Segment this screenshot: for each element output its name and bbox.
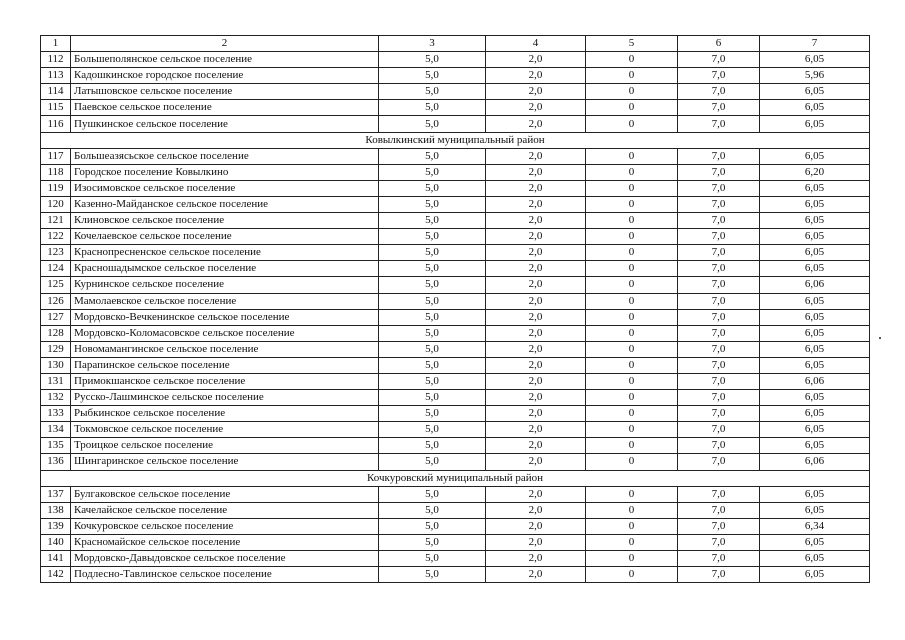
settlement-name-cell: Шингаринское сельское поселение (71, 454, 379, 470)
value-cell-col5: 0 (586, 373, 678, 389)
value-cell-col3: 5,0 (379, 52, 486, 68)
value-cell-col4: 2,0 (486, 373, 586, 389)
settlement-name-cell: Казенно-Майданское сельское поселение (71, 196, 379, 212)
row-number-cell: 132 (41, 390, 71, 406)
value-cell-col4: 2,0 (486, 357, 586, 373)
row-number-cell: 131 (41, 373, 71, 389)
value-cell-col6: 7,0 (678, 406, 760, 422)
value-cell-col6: 7,0 (678, 518, 760, 534)
value-cell-col6: 7,0 (678, 84, 760, 100)
value-cell-col7: 5,96 (760, 68, 870, 84)
value-cell-col3: 5,0 (379, 390, 486, 406)
table-row (41, 245, 870, 261)
value-cell-col6: 7,0 (678, 245, 760, 261)
value-cell-col7: 6,05 (760, 551, 870, 567)
row-number-cell: 139 (41, 518, 71, 534)
row-number-cell: 129 (41, 341, 71, 357)
table-row (41, 373, 870, 389)
value-cell-col3: 5,0 (379, 373, 486, 389)
value-cell-col3: 5,0 (379, 341, 486, 357)
value-cell-col3: 5,0 (379, 518, 486, 534)
value-cell-col3: 5,0 (379, 229, 486, 245)
table-row (41, 390, 870, 406)
value-cell-col6: 7,0 (678, 534, 760, 550)
value-cell-col4: 2,0 (486, 84, 586, 100)
value-cell-col7: 6,05 (760, 213, 870, 229)
value-cell-col7: 6,05 (760, 52, 870, 68)
value-cell-col3: 5,0 (379, 148, 486, 164)
value-cell-col4: 2,0 (486, 341, 586, 357)
table-row (41, 438, 870, 454)
row-number-cell: 121 (41, 213, 71, 229)
value-cell-col7: 6,05 (760, 84, 870, 100)
value-cell-col3: 5,0 (379, 534, 486, 550)
row-number-cell: 135 (41, 438, 71, 454)
value-cell-col4: 2,0 (486, 438, 586, 454)
value-cell-col5: 0 (586, 196, 678, 212)
value-cell-col6: 7,0 (678, 309, 760, 325)
settlement-name-cell: Кадошкинское городское поселение (71, 68, 379, 84)
table-row (41, 229, 870, 245)
row-number-cell: 126 (41, 293, 71, 309)
value-cell-col7: 6,05 (760, 245, 870, 261)
value-cell-col6: 7,0 (678, 100, 760, 116)
value-cell-col4: 2,0 (486, 68, 586, 84)
section-title: Ковылкинский муниципальный район (41, 132, 870, 148)
value-cell-col7: 6,05 (760, 261, 870, 277)
table-row (41, 100, 870, 116)
value-cell-col5: 0 (586, 261, 678, 277)
value-cell-col4: 2,0 (486, 534, 586, 550)
value-cell-col4: 2,0 (486, 261, 586, 277)
value-cell-col7: 6,05 (760, 293, 870, 309)
section-row (41, 470, 870, 486)
value-cell-col7: 6,06 (760, 373, 870, 389)
value-cell-col3: 5,0 (379, 406, 486, 422)
value-cell-col7: 6,05 (760, 357, 870, 373)
value-cell-col5: 0 (586, 309, 678, 325)
row-number-cell: 122 (41, 229, 71, 245)
settlement-name-cell: Красномайское сельское поселение (71, 534, 379, 550)
header-cell: 1 (41, 36, 71, 52)
header-cell: 6 (678, 36, 760, 52)
table-row (41, 486, 870, 502)
table-row (41, 454, 870, 470)
header-row (41, 36, 870, 52)
value-cell-col4: 2,0 (486, 518, 586, 534)
row-number-cell: 127 (41, 309, 71, 325)
table-body (41, 36, 870, 583)
settlement-name-cell: Мордовско-Коломасовское сельское поселение (71, 325, 379, 341)
value-cell-col5: 0 (586, 68, 678, 84)
table-row (41, 567, 870, 583)
value-cell-col7: 6,20 (760, 164, 870, 180)
value-cell-col4: 2,0 (486, 325, 586, 341)
value-cell-col7: 6,05 (760, 229, 870, 245)
row-number-cell: 140 (41, 534, 71, 550)
value-cell-col4: 2,0 (486, 196, 586, 212)
table-row (41, 534, 870, 550)
value-cell-col7: 6,34 (760, 518, 870, 534)
value-cell-col5: 0 (586, 229, 678, 245)
settlement-name-cell: Булгаковское сельское поселение (71, 486, 379, 502)
value-cell-col7: 6,06 (760, 277, 870, 293)
row-number-cell: 124 (41, 261, 71, 277)
value-cell-col3: 5,0 (379, 422, 486, 438)
table-row (41, 277, 870, 293)
table-row (41, 551, 870, 567)
value-cell-col5: 0 (586, 518, 678, 534)
value-cell-col7: 6,05 (760, 534, 870, 550)
value-cell-col5: 0 (586, 406, 678, 422)
value-cell-col7: 6,05 (760, 486, 870, 502)
value-cell-col7: 6,05 (760, 438, 870, 454)
table-row (41, 213, 870, 229)
table-row (41, 68, 870, 84)
row-number-cell: 141 (41, 551, 71, 567)
row-number-cell: 130 (41, 357, 71, 373)
value-cell-col3: 5,0 (379, 454, 486, 470)
value-cell-col3: 5,0 (379, 551, 486, 567)
value-cell-col5: 0 (586, 454, 678, 470)
value-cell-col3: 5,0 (379, 116, 486, 132)
value-cell-col3: 5,0 (379, 502, 486, 518)
value-cell-col5: 0 (586, 277, 678, 293)
value-cell-col3: 5,0 (379, 245, 486, 261)
value-cell-col6: 7,0 (678, 293, 760, 309)
value-cell-col5: 0 (586, 245, 678, 261)
row-number-cell: 133 (41, 406, 71, 422)
row-number-cell: 125 (41, 277, 71, 293)
value-cell-col4: 2,0 (486, 390, 586, 406)
value-cell-col3: 5,0 (379, 486, 486, 502)
table-row (41, 518, 870, 534)
value-cell-col7: 6,05 (760, 116, 870, 132)
value-cell-col3: 5,0 (379, 196, 486, 212)
row-number-cell: 123 (41, 245, 71, 261)
value-cell-col3: 5,0 (379, 438, 486, 454)
table-row (41, 341, 870, 357)
table-row (41, 357, 870, 373)
value-cell-col7: 6,05 (760, 390, 870, 406)
row-number-cell: 112 (41, 52, 71, 68)
value-cell-col6: 7,0 (678, 325, 760, 341)
table-row (41, 422, 870, 438)
row-number-cell: 120 (41, 196, 71, 212)
value-cell-col6: 7,0 (678, 213, 760, 229)
settlement-name-cell: Клиновское сельское поселение (71, 213, 379, 229)
value-cell-col4: 2,0 (486, 486, 586, 502)
value-cell-col5: 0 (586, 116, 678, 132)
row-number-cell: 118 (41, 164, 71, 180)
value-cell-col5: 0 (586, 438, 678, 454)
settlement-name-cell: Троицкое сельское поселение (71, 438, 379, 454)
value-cell-col3: 5,0 (379, 100, 486, 116)
value-cell-col3: 5,0 (379, 84, 486, 100)
table-row (41, 84, 870, 100)
value-cell-col3: 5,0 (379, 180, 486, 196)
row-number-cell: 142 (41, 567, 71, 583)
value-cell-col6: 7,0 (678, 261, 760, 277)
settlement-name-cell: Рыбкинское сельское поселение (71, 406, 379, 422)
row-number-cell: 137 (41, 486, 71, 502)
value-cell-col5: 0 (586, 325, 678, 341)
document-page (40, 35, 870, 583)
value-cell-col6: 7,0 (678, 277, 760, 293)
settlement-name-cell: Токмовское сельское поселение (71, 422, 379, 438)
value-cell-col5: 0 (586, 180, 678, 196)
settlement-name-cell: Кочкуровское сельское поселение (71, 518, 379, 534)
value-cell-col7: 6,05 (760, 406, 870, 422)
settlement-name-cell: Изосимовское сельское поселение (71, 180, 379, 196)
value-cell-col5: 0 (586, 84, 678, 100)
value-cell-col3: 5,0 (379, 357, 486, 373)
value-cell-col4: 2,0 (486, 148, 586, 164)
value-cell-col5: 0 (586, 293, 678, 309)
value-cell-col4: 2,0 (486, 245, 586, 261)
settlement-name-cell: Мамолаевское сельское поселение (71, 293, 379, 309)
value-cell-col5: 0 (586, 567, 678, 583)
value-cell-col7: 6,05 (760, 196, 870, 212)
value-cell-col4: 2,0 (486, 502, 586, 518)
settlement-name-cell: Большеполянское сельское поселение (71, 52, 379, 68)
value-cell-col6: 7,0 (678, 68, 760, 84)
value-cell-col4: 2,0 (486, 180, 586, 196)
settlement-name-cell: Латышовское сельское поселение (71, 84, 379, 100)
table-row (41, 196, 870, 212)
row-number-cell: 119 (41, 180, 71, 196)
value-cell-col6: 7,0 (678, 229, 760, 245)
value-cell-col6: 7,0 (678, 148, 760, 164)
value-cell-col5: 0 (586, 148, 678, 164)
value-cell-col7: 6,05 (760, 502, 870, 518)
value-cell-col6: 7,0 (678, 567, 760, 583)
value-cell-col6: 7,0 (678, 164, 760, 180)
value-cell-col7: 6,06 (760, 454, 870, 470)
table-row (41, 261, 870, 277)
value-cell-col5: 0 (586, 357, 678, 373)
row-number-cell: 115 (41, 100, 71, 116)
value-cell-col3: 5,0 (379, 309, 486, 325)
settlement-name-cell: Мордовско-Давыдовское сельское поселение (71, 551, 379, 567)
settlement-name-cell: Городское поселение Ковылкино (71, 164, 379, 180)
table-row (41, 52, 870, 68)
settlement-name-cell: Курнинское сельское поселение (71, 277, 379, 293)
settlement-name-cell: Новомамангинское сельское поселение (71, 341, 379, 357)
value-cell-col4: 2,0 (486, 406, 586, 422)
header-cell: 3 (379, 36, 486, 52)
value-cell-col3: 5,0 (379, 325, 486, 341)
value-cell-col3: 5,0 (379, 164, 486, 180)
value-cell-col6: 7,0 (678, 551, 760, 567)
value-cell-col7: 6,05 (760, 309, 870, 325)
value-cell-col6: 7,0 (678, 438, 760, 454)
value-cell-col3: 5,0 (379, 261, 486, 277)
header-cell: 2 (71, 36, 379, 52)
value-cell-col7: 6,05 (760, 100, 870, 116)
value-cell-col6: 7,0 (678, 373, 760, 389)
settlement-name-cell: Качелайское сельское поселение (71, 502, 379, 518)
settlement-name-cell: Подлесно-Тавлинское сельское поселение (71, 567, 379, 583)
value-cell-col6: 7,0 (678, 454, 760, 470)
value-cell-col3: 5,0 (379, 567, 486, 583)
value-cell-col5: 0 (586, 390, 678, 406)
value-cell-col5: 0 (586, 502, 678, 518)
row-number-cell: 113 (41, 68, 71, 84)
row-number-cell: 136 (41, 454, 71, 470)
settlement-name-cell: Краснопресненское сельское поселение (71, 245, 379, 261)
value-cell-col4: 2,0 (486, 116, 586, 132)
table-row (41, 406, 870, 422)
value-cell-col4: 2,0 (486, 551, 586, 567)
settlement-name-cell: Русско-Лашминское сельское поселение (71, 390, 379, 406)
table-row (41, 502, 870, 518)
value-cell-col6: 7,0 (678, 502, 760, 518)
value-cell-col6: 7,0 (678, 341, 760, 357)
value-cell-col5: 0 (586, 213, 678, 229)
table-row (41, 325, 870, 341)
row-number-cell: 114 (41, 84, 71, 100)
settlement-name-cell: Паевское сельское поселение (71, 100, 379, 116)
value-cell-col6: 7,0 (678, 196, 760, 212)
value-cell-col7: 6,05 (760, 341, 870, 357)
value-cell-col3: 5,0 (379, 293, 486, 309)
value-cell-col4: 2,0 (486, 213, 586, 229)
section-title: Кочкуровский муниципальный район (41, 470, 870, 486)
row-number-cell: 138 (41, 502, 71, 518)
value-cell-col4: 2,0 (486, 52, 586, 68)
value-cell-col6: 7,0 (678, 486, 760, 502)
value-cell-col5: 0 (586, 52, 678, 68)
value-cell-col7: 6,05 (760, 148, 870, 164)
value-cell-col4: 2,0 (486, 454, 586, 470)
stray-mark (879, 337, 881, 339)
value-cell-col3: 5,0 (379, 68, 486, 84)
value-cell-col4: 2,0 (486, 277, 586, 293)
value-cell-col5: 0 (586, 551, 678, 567)
header-cell: 7 (760, 36, 870, 52)
table-row (41, 116, 870, 132)
value-cell-col4: 2,0 (486, 164, 586, 180)
value-cell-col7: 6,05 (760, 180, 870, 196)
header-cell: 4 (486, 36, 586, 52)
table-row (41, 164, 870, 180)
settlement-name-cell: Мордовско-Вечкенинское сельское поселение (71, 309, 379, 325)
row-number-cell: 117 (41, 148, 71, 164)
value-cell-col6: 7,0 (678, 357, 760, 373)
table-row (41, 180, 870, 196)
value-cell-col4: 2,0 (486, 229, 586, 245)
settlement-name-cell: Красношадымское сельское поселение (71, 261, 379, 277)
header-cell: 5 (586, 36, 678, 52)
settlement-name-cell: Большеазясьское сельское поселение (71, 148, 379, 164)
value-cell-col4: 2,0 (486, 293, 586, 309)
settlement-name-cell: Примокшанское сельское поселение (71, 373, 379, 389)
value-cell-col6: 7,0 (678, 422, 760, 438)
value-cell-col5: 0 (586, 341, 678, 357)
value-cell-col5: 0 (586, 422, 678, 438)
value-cell-col7: 6,05 (760, 325, 870, 341)
value-cell-col6: 7,0 (678, 116, 760, 132)
row-number-cell: 128 (41, 325, 71, 341)
value-cell-col5: 0 (586, 164, 678, 180)
value-cell-col3: 5,0 (379, 213, 486, 229)
value-cell-col4: 2,0 (486, 567, 586, 583)
table-row (41, 309, 870, 325)
value-cell-col5: 0 (586, 534, 678, 550)
value-cell-col6: 7,0 (678, 390, 760, 406)
row-number-cell: 116 (41, 116, 71, 132)
value-cell-col7: 6,05 (760, 567, 870, 583)
settlement-name-cell: Кочелаевское сельское поселение (71, 229, 379, 245)
value-cell-col5: 0 (586, 100, 678, 116)
rates-table (40, 35, 870, 583)
value-cell-col4: 2,0 (486, 309, 586, 325)
table-row (41, 293, 870, 309)
value-cell-col4: 2,0 (486, 100, 586, 116)
settlement-name-cell: Пушкинское сельское поселение (71, 116, 379, 132)
settlement-name-cell: Парапинское сельское поселение (71, 357, 379, 373)
value-cell-col6: 7,0 (678, 180, 760, 196)
row-number-cell: 134 (41, 422, 71, 438)
value-cell-col4: 2,0 (486, 422, 586, 438)
value-cell-col3: 5,0 (379, 277, 486, 293)
value-cell-col7: 6,05 (760, 422, 870, 438)
value-cell-col6: 7,0 (678, 52, 760, 68)
table-row (41, 148, 870, 164)
value-cell-col5: 0 (586, 486, 678, 502)
section-row (41, 132, 870, 148)
